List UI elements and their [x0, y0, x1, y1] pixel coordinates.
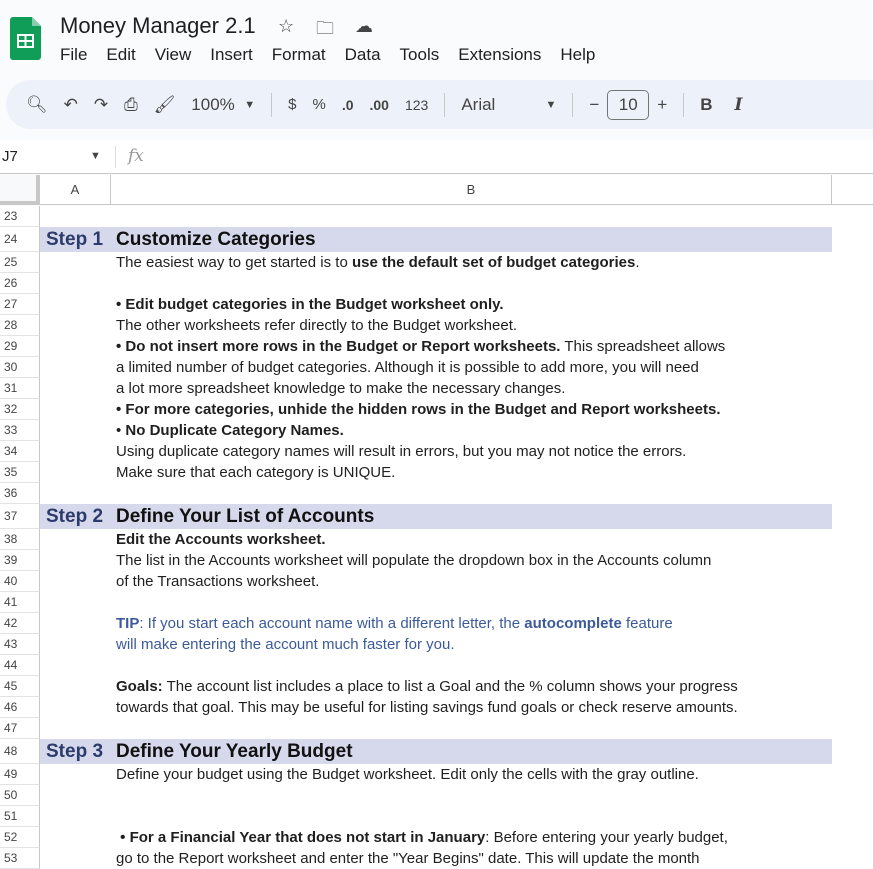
- bold-button[interactable]: B: [700, 94, 713, 114]
- chevron-down-icon[interactable]: ▼: [90, 150, 101, 162]
- app-header: [0, 0, 873, 140]
- cell-b[interactable]: [111, 357, 832, 378]
- cell-b[interactable]: [111, 420, 832, 441]
- font-select[interactable]: [461, 95, 556, 115]
- sheet-row: [0, 827, 873, 848]
- cell-b[interactable]: [111, 483, 832, 504]
- zoom-value: 100%: [191, 94, 235, 114]
- sheet-row: [0, 273, 873, 294]
- cell-a[interactable]: [40, 441, 111, 462]
- row-number[interactable]: 51: [0, 806, 40, 827]
- divider: [444, 93, 445, 117]
- row-number[interactable]: 52: [0, 827, 40, 848]
- cell-a[interactable]: [40, 227, 111, 252]
- sheet-row: [0, 655, 873, 676]
- menu-extensions[interactable]: Extensions: [458, 45, 542, 64]
- row-number[interactable]: 36: [0, 483, 40, 504]
- undo-icon[interactable]: ↶: [63, 94, 78, 114]
- cell-text: TIP: [116, 615, 140, 632]
- cell-b[interactable]: [111, 655, 832, 676]
- sheet-row: [0, 399, 873, 420]
- cell-text: The easiest way to get started is to: [116, 254, 352, 271]
- cell-b[interactable]: [111, 441, 832, 462]
- sheet-row: [0, 785, 873, 806]
- sheet-row: [0, 739, 873, 764]
- cell-a[interactable]: [40, 378, 111, 399]
- menu-data[interactable]: Data: [344, 45, 381, 64]
- font-size-input[interactable]: 10: [607, 90, 649, 120]
- step-title: Define Your Yearly Budget: [116, 740, 353, 762]
- step-label: Step 3: [46, 740, 104, 762]
- row-number[interactable]: 50: [0, 785, 40, 806]
- cell-text: go to the Report worksheet and enter the "Year Begins" date. This will update the month: [116, 850, 700, 867]
- row-number[interactable]: 53: [0, 848, 40, 869]
- cell-a[interactable]: [40, 462, 111, 483]
- currency-button[interactable]: $: [288, 96, 297, 113]
- cell-b[interactable]: [111, 227, 832, 252]
- row-number[interactable]: 40: [0, 571, 40, 592]
- cell-text: Goals:: [116, 678, 163, 695]
- cell-a[interactable]: [40, 273, 111, 294]
- column-header-b[interactable]: B: [111, 175, 832, 205]
- sheet-row: [0, 718, 873, 739]
- cell-text: of the Transactions worksheet.: [116, 573, 320, 590]
- column-headers: [0, 175, 873, 205]
- cell-text: autocomplete: [524, 615, 622, 632]
- menu-file[interactable]: File: [60, 45, 88, 64]
- cell-text: will make entering the account much faster for you.: [116, 636, 455, 653]
- cell-b[interactable]: [111, 571, 832, 592]
- cell-a[interactable]: [40, 848, 111, 869]
- menu-tools[interactable]: Tools: [399, 45, 440, 64]
- sheet-row: [0, 206, 873, 227]
- cell-b[interactable]: [111, 764, 832, 785]
- cell-b[interactable]: [111, 504, 832, 529]
- fx-icon: fx: [128, 146, 144, 166]
- cell-a[interactable]: [40, 252, 111, 273]
- row-number[interactable]: 35: [0, 462, 40, 483]
- cell-a[interactable]: [40, 785, 111, 806]
- sheet-row: [0, 848, 873, 869]
- step-label: Step 1: [46, 228, 104, 250]
- cell-a[interactable]: [40, 504, 111, 529]
- cell-b[interactable]: [111, 336, 832, 357]
- cell-a[interactable]: [40, 592, 111, 613]
- paint-format-icon[interactable]: 🖌︎: [153, 94, 176, 114]
- divider: [572, 93, 573, 117]
- row-number[interactable]: 26: [0, 273, 40, 294]
- cell-a[interactable]: [40, 483, 111, 504]
- cell-text: This spreadsheet allows: [560, 338, 726, 355]
- row-number[interactable]: 39: [0, 550, 40, 571]
- cell-text: • For more categories, unhide the hidden rows in the Budget and Report worksheets.: [116, 401, 721, 418]
- cell-b[interactable]: [111, 613, 832, 634]
- cell-a[interactable]: [40, 634, 111, 655]
- menu-bar: [60, 45, 614, 65]
- cell-a[interactable]: [40, 739, 111, 764]
- menu-format[interactable]: Format: [271, 45, 326, 64]
- cell-b[interactable]: [111, 315, 832, 336]
- cell-text: The other worksheets refer directly to the Budget worksheet.: [116, 317, 518, 334]
- cell-b[interactable]: [111, 785, 832, 806]
- row-number[interactable]: 41: [0, 592, 40, 613]
- sheet-row: [0, 441, 873, 462]
- cell-b[interactable]: [111, 294, 832, 315]
- row-number[interactable]: 24: [0, 227, 40, 252]
- number-format-button[interactable]: 123: [404, 96, 429, 113]
- step-title: Define Your List of Accounts: [116, 505, 375, 527]
- zoom-select[interactable]: [191, 95, 255, 115]
- sheet-row: [0, 357, 873, 378]
- cell-b[interactable]: [111, 697, 832, 718]
- row-number[interactable]: 29: [0, 336, 40, 357]
- cell-a[interactable]: [40, 529, 111, 550]
- cell-b[interactable]: [111, 206, 832, 227]
- cell-a[interactable]: [40, 827, 111, 848]
- cell-b[interactable]: [111, 634, 832, 655]
- cell-text: a lot more spreadsheet knowledge to make the necessary changes.: [116, 380, 566, 397]
- menu-insert[interactable]: Insert: [210, 45, 253, 64]
- italic-button[interactable]: I: [734, 94, 743, 115]
- menu-help[interactable]: Help: [560, 45, 596, 64]
- cell-a[interactable]: [40, 718, 111, 739]
- row-number[interactable]: 32: [0, 399, 40, 420]
- toolbar: [6, 80, 873, 129]
- cell-b[interactable]: [111, 806, 832, 827]
- row-number[interactable]: 25: [0, 252, 40, 273]
- sheet-row: [0, 806, 873, 827]
- sheet-row: [0, 571, 873, 592]
- cell-b[interactable]: [111, 718, 832, 739]
- cell-b[interactable]: [111, 252, 832, 273]
- cloud-saved-icon[interactable]: ☁: [355, 16, 373, 36]
- increase-decimal-button[interactable]: .00: [369, 96, 389, 113]
- cell-text: • For a Financial Year that does not start in January: [116, 829, 486, 846]
- cell-b[interactable]: [111, 378, 832, 399]
- row-number[interactable]: 38: [0, 529, 40, 550]
- sheet-row: [0, 420, 873, 441]
- formula-bar: [0, 140, 873, 174]
- cell-b[interactable]: [111, 550, 832, 571]
- cell-a[interactable]: [40, 697, 111, 718]
- sheet-row: [0, 613, 873, 634]
- divider: [115, 146, 116, 168]
- sheet-row: [0, 697, 873, 718]
- font-size-increase-button[interactable]: +: [657, 94, 668, 114]
- row-number[interactable]: 37: [0, 504, 40, 529]
- font-name: Arial: [461, 94, 496, 114]
- move-folder-icon[interactable]: 🗀: [316, 18, 334, 38]
- sheet-row: [0, 336, 873, 357]
- cell-b[interactable]: [111, 848, 832, 869]
- cell-text: Make sure that each category is UNIQUE.: [116, 464, 396, 481]
- row-number[interactable]: 43: [0, 634, 40, 655]
- chevron-down-icon: ▼: [545, 98, 557, 111]
- sheets-logo-icon[interactable]: [10, 17, 41, 60]
- cell-a[interactable]: [40, 764, 111, 785]
- row-number[interactable]: 45: [0, 676, 40, 697]
- decrease-decimal-button[interactable]: .0: [341, 96, 354, 113]
- cell-a[interactable]: [40, 571, 111, 592]
- row-number[interactable]: 48: [0, 739, 40, 764]
- cell-a[interactable]: [40, 315, 111, 336]
- cell-text: Using duplicate category names will result in errors, but you may not notice the errors.: [116, 443, 687, 460]
- row-number[interactable]: 49: [0, 764, 40, 785]
- cell-b[interactable]: [111, 592, 832, 613]
- cell-a[interactable]: [40, 420, 111, 441]
- print-icon[interactable]: ⎙: [124, 94, 138, 114]
- cell-text: •: [116, 422, 126, 439]
- cell-text: use the default set of budget categories: [351, 254, 636, 271]
- sheet-row: [0, 252, 873, 273]
- sheet-row: [0, 634, 873, 655]
- sheet-row: [0, 294, 873, 315]
- sheet-row: [0, 764, 873, 785]
- row-number[interactable]: 30: [0, 357, 40, 378]
- percent-button[interactable]: %: [312, 96, 326, 113]
- column-header-a[interactable]: A: [40, 175, 111, 205]
- menu-view[interactable]: View: [154, 45, 192, 64]
- cell-text: The account list includes a place to list a Goal and the % column shows your progress: [162, 678, 738, 695]
- cell-text: Edit the Accounts worksheet.: [116, 531, 326, 548]
- cell-text: No Duplicate Category Names.: [125, 422, 344, 439]
- row-number[interactable]: 34: [0, 441, 40, 462]
- row-number[interactable]: 46: [0, 697, 40, 718]
- cell-text: a limited number of budget categories. Although it is possible to add more, you will need: [116, 359, 699, 376]
- cell-b[interactable]: [111, 399, 832, 420]
- sheet-row: [0, 483, 873, 504]
- sheet-row: [0, 227, 873, 252]
- cell-b[interactable]: [111, 739, 832, 764]
- step-label: Step 2: [46, 505, 104, 527]
- cell-text: • Edit budget categories in the Budget worksheet only.: [116, 296, 504, 313]
- cell-text: The list in the Accounts worksheet will populate the dropdown box in the Accounts column: [116, 552, 712, 569]
- cell-a[interactable]: [40, 399, 111, 420]
- cell-text: Define your budget using the Budget worksheet. Edit only the cells with the gray outline.: [116, 766, 699, 783]
- row-number[interactable]: 47: [0, 718, 40, 739]
- sheet-row: [0, 462, 873, 483]
- sheet-row: [0, 378, 873, 399]
- cell-b[interactable]: [111, 676, 832, 697]
- cell-text: : Before entering your yearly budget,: [485, 829, 728, 846]
- step-title: Customize Categories: [116, 228, 316, 250]
- divider: [271, 93, 272, 117]
- menu-edit[interactable]: Edit: [106, 45, 136, 64]
- cell-text: towards that goal. This may be useful for listing savings fund goals or check reserve amounts.: [116, 699, 738, 716]
- cell-a[interactable]: [40, 655, 111, 676]
- row-number[interactable]: 23: [0, 206, 40, 227]
- cell-text: feature: [621, 615, 673, 632]
- cell-a[interactable]: [40, 336, 111, 357]
- cell-a[interactable]: [40, 550, 111, 571]
- cell-b[interactable]: [111, 827, 832, 848]
- select-all-corner[interactable]: [0, 175, 40, 205]
- row-number[interactable]: 31: [0, 378, 40, 399]
- sheet-grid[interactable]: [0, 206, 873, 869]
- row-number[interactable]: 33: [0, 420, 40, 441]
- cell-a[interactable]: [40, 613, 111, 634]
- cell-text: : If you start each account name with a different letter, the: [139, 615, 525, 632]
- cell-text: • Do not insert more rows in the Budget or Report worksheets.: [116, 338, 561, 355]
- divider: [683, 93, 684, 117]
- document-title[interactable]: Money Manager 2.1: [60, 13, 256, 38]
- sheet-row: [0, 550, 873, 571]
- star-icon[interactable]: ☆: [278, 16, 295, 36]
- redo-icon[interactable]: ↷: [93, 94, 109, 114]
- row-number[interactable]: 42: [0, 613, 40, 634]
- sheet-row: [0, 592, 873, 613]
- row-number[interactable]: 28: [0, 315, 40, 336]
- sheet-row: [0, 529, 873, 550]
- cell-b[interactable]: [111, 529, 832, 550]
- sheet-row: [0, 676, 873, 697]
- name-box[interactable]: J7: [2, 148, 18, 165]
- cell-a[interactable]: [40, 294, 111, 315]
- cell-b[interactable]: [111, 273, 832, 294]
- cell-a[interactable]: [40, 357, 111, 378]
- cell-text: .: [635, 254, 640, 271]
- cell-a[interactable]: [40, 806, 111, 827]
- row-number[interactable]: 44: [0, 655, 40, 676]
- cell-a[interactable]: [40, 676, 111, 697]
- cell-b[interactable]: [111, 462, 832, 483]
- cell-a[interactable]: [40, 206, 111, 227]
- sheet-row: [0, 504, 873, 529]
- sheet-row: [0, 315, 873, 336]
- search-icon[interactable]: 🔍︎: [26, 94, 48, 114]
- row-number[interactable]: 27: [0, 294, 40, 315]
- font-size-decrease-button[interactable]: −: [589, 94, 600, 114]
- chevron-down-icon: ▼: [244, 98, 256, 111]
